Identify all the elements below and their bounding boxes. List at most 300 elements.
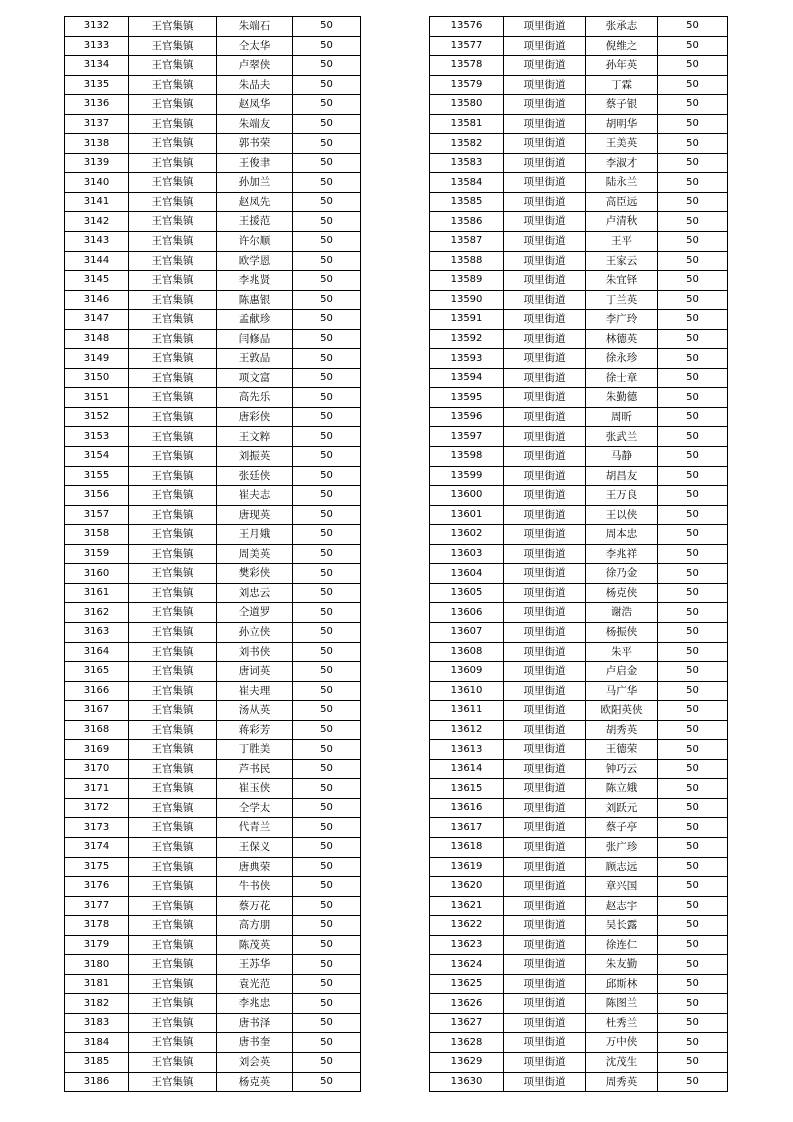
township-cell: 王官集镇 <box>129 427 217 447</box>
table-row <box>430 622 728 642</box>
amount-cell: 50 <box>293 134 361 154</box>
row-number-cell: 13590 <box>430 290 504 310</box>
amount-cell: 50 <box>293 720 361 740</box>
amount-cell: 50 <box>293 349 361 369</box>
person-name-cell: 赵凤先 <box>217 192 293 212</box>
township-cell: 王官集镇 <box>129 896 217 916</box>
table-row <box>430 583 728 603</box>
person-name-cell: 李兆忠 <box>217 994 293 1014</box>
amount-cell: 50 <box>293 622 361 642</box>
amount-cell: 50 <box>658 1052 728 1072</box>
amount-cell: 50 <box>658 935 728 955</box>
row-number-cell: 13610 <box>430 681 504 701</box>
table-row <box>65 173 361 193</box>
row-number-cell: 13586 <box>430 212 504 232</box>
row-number-cell: 3146 <box>65 290 129 310</box>
person-name-cell: 徐连仁 <box>586 935 658 955</box>
person-name-cell: 刘忠云 <box>217 583 293 603</box>
row-number-cell: 3184 <box>65 1033 129 1053</box>
amount-cell: 50 <box>293 974 361 994</box>
row-number-cell: 3164 <box>65 642 129 662</box>
township-cell: 王官集镇 <box>129 642 217 662</box>
amount-cell: 50 <box>658 798 728 818</box>
person-name-cell: 高臣远 <box>586 192 658 212</box>
person-name-cell: 周秀英 <box>586 1072 658 1092</box>
person-name-cell: 邱斯林 <box>586 974 658 994</box>
row-number-cell: 13626 <box>430 994 504 1014</box>
person-name-cell: 王俊聿 <box>217 153 293 173</box>
table-row <box>65 153 361 173</box>
person-name-cell: 王文粹 <box>217 427 293 447</box>
amount-cell: 50 <box>658 310 728 330</box>
amount-cell: 50 <box>293 994 361 1014</box>
township-cell: 项里街道 <box>504 75 586 95</box>
row-number-cell: 13582 <box>430 134 504 154</box>
township-cell: 项里街道 <box>504 525 586 545</box>
amount-cell: 50 <box>293 818 361 838</box>
amount-cell: 50 <box>658 564 728 584</box>
table-row <box>430 1072 728 1092</box>
table-row <box>430 877 728 897</box>
township-cell: 项里街道 <box>504 1013 586 1033</box>
table-row <box>65 310 361 330</box>
township-cell: 王官集镇 <box>129 701 217 721</box>
amount-cell: 50 <box>658 857 728 877</box>
township-cell: 王官集镇 <box>129 134 217 154</box>
person-name-cell: 蔡万花 <box>217 896 293 916</box>
person-name-cell: 杨克英 <box>217 1072 293 1092</box>
row-number-cell: 3161 <box>65 583 129 603</box>
person-name-cell: 赵志宇 <box>586 896 658 916</box>
person-name-cell: 唐彩侠 <box>217 407 293 427</box>
township-cell: 项里街道 <box>504 1052 586 1072</box>
table-row <box>65 857 361 877</box>
township-cell: 王官集镇 <box>129 56 217 76</box>
row-number-cell: 3139 <box>65 153 129 173</box>
township-cell: 项里街道 <box>504 622 586 642</box>
amount-cell: 50 <box>658 603 728 623</box>
row-number-cell: 3133 <box>65 36 129 56</box>
table-row <box>65 56 361 76</box>
row-number-cell: 13607 <box>430 622 504 642</box>
amount-cell: 50 <box>293 681 361 701</box>
row-number-cell: 3173 <box>65 818 129 838</box>
township-cell: 王官集镇 <box>129 232 217 252</box>
amount-cell: 50 <box>293 153 361 173</box>
person-name-cell: 顾志远 <box>586 857 658 877</box>
township-cell: 项里街道 <box>504 290 586 310</box>
amount-cell: 50 <box>293 95 361 115</box>
row-number-cell: 13629 <box>430 1052 504 1072</box>
table-row <box>65 896 361 916</box>
township-cell: 项里街道 <box>504 877 586 897</box>
township-cell: 王官集镇 <box>129 525 217 545</box>
row-number-cell: 13599 <box>430 466 504 486</box>
person-name-cell: 张广珍 <box>586 837 658 857</box>
township-cell: 项里街道 <box>504 564 586 584</box>
person-name-cell: 孙加兰 <box>217 173 293 193</box>
person-name-cell: 仝道罗 <box>217 603 293 623</box>
township-cell: 王官集镇 <box>129 1072 217 1092</box>
row-number-cell: 13612 <box>430 720 504 740</box>
township-cell: 王官集镇 <box>129 95 217 115</box>
person-name-cell: 朱端友 <box>217 114 293 134</box>
row-number-cell: 3171 <box>65 779 129 799</box>
township-cell: 王官集镇 <box>129 75 217 95</box>
amount-cell: 50 <box>293 329 361 349</box>
person-name-cell: 王万良 <box>586 486 658 506</box>
table-row <box>430 1033 728 1053</box>
row-number-cell: 3185 <box>65 1052 129 1072</box>
table-row <box>65 740 361 760</box>
amount-cell: 50 <box>658 56 728 76</box>
person-name-cell: 赵凤华 <box>217 95 293 115</box>
row-number-cell: 3147 <box>65 310 129 330</box>
row-number-cell: 13613 <box>430 740 504 760</box>
row-number-cell: 13615 <box>430 779 504 799</box>
row-number-cell: 3150 <box>65 368 129 388</box>
row-number-cell: 13603 <box>430 544 504 564</box>
township-cell: 项里街道 <box>504 95 586 115</box>
table-row <box>430 505 728 525</box>
person-name-cell: 吴长露 <box>586 916 658 936</box>
table-row <box>65 75 361 95</box>
row-number-cell: 13585 <box>430 192 504 212</box>
row-number-cell: 13598 <box>430 447 504 467</box>
amount-cell: 50 <box>293 407 361 427</box>
row-number-cell: 3141 <box>65 192 129 212</box>
table-row <box>430 642 728 662</box>
township-cell: 项里街道 <box>504 466 586 486</box>
row-number-cell: 13604 <box>430 564 504 584</box>
amount-cell: 50 <box>658 271 728 291</box>
table-row <box>65 134 361 154</box>
person-name-cell: 欧学恩 <box>217 251 293 271</box>
row-number-cell: 3162 <box>65 603 129 623</box>
row-number-cell: 3175 <box>65 857 129 877</box>
amount-cell: 50 <box>658 916 728 936</box>
township-cell: 项里街道 <box>504 681 586 701</box>
amount-cell: 50 <box>293 447 361 467</box>
amount-cell: 50 <box>293 232 361 252</box>
row-number-cell: 3170 <box>65 759 129 779</box>
person-name-cell: 王苏华 <box>217 955 293 975</box>
table-row <box>65 837 361 857</box>
amount-cell: 50 <box>658 173 728 193</box>
table-row <box>65 974 361 994</box>
amount-cell: 50 <box>293 857 361 877</box>
table-row <box>65 916 361 936</box>
row-number-cell: 13596 <box>430 407 504 427</box>
table-row <box>65 681 361 701</box>
person-name-cell: 谢浩 <box>586 603 658 623</box>
row-number-cell: 3142 <box>65 212 129 232</box>
row-number-cell: 13583 <box>430 153 504 173</box>
person-name-cell: 蒋彩芳 <box>217 720 293 740</box>
township-cell: 王官集镇 <box>129 153 217 173</box>
table-row <box>430 720 728 740</box>
row-number-cell: 13592 <box>430 329 504 349</box>
person-name-cell: 李广玲 <box>586 310 658 330</box>
row-number-cell: 13614 <box>430 759 504 779</box>
person-name-cell: 朱勤德 <box>586 388 658 408</box>
township-cell: 项里街道 <box>504 857 586 877</box>
township-cell: 王官集镇 <box>129 798 217 818</box>
table-row <box>65 1013 361 1033</box>
person-name-cell: 丁兰英 <box>586 290 658 310</box>
table-row <box>65 583 361 603</box>
township-cell: 王官集镇 <box>129 603 217 623</box>
person-name-cell: 徐士章 <box>586 368 658 388</box>
table-row <box>430 56 728 76</box>
row-number-cell: 3136 <box>65 95 129 115</box>
township-cell: 项里街道 <box>504 974 586 994</box>
row-number-cell: 3138 <box>65 134 129 154</box>
person-name-cell: 孙年英 <box>586 56 658 76</box>
township-cell: 王官集镇 <box>129 1052 217 1072</box>
person-name-cell: 王家云 <box>586 251 658 271</box>
row-number-cell: 3179 <box>65 935 129 955</box>
township-cell: 王官集镇 <box>129 544 217 564</box>
row-number-cell: 13624 <box>430 955 504 975</box>
row-number-cell: 13584 <box>430 173 504 193</box>
row-number-cell: 3135 <box>65 75 129 95</box>
amount-cell: 50 <box>293 740 361 760</box>
amount-cell: 50 <box>658 447 728 467</box>
amount-cell: 50 <box>293 564 361 584</box>
table-row <box>65 466 361 486</box>
person-name-cell: 唐书泽 <box>217 1013 293 1033</box>
row-number-cell: 3168 <box>65 720 129 740</box>
amount-cell: 50 <box>293 798 361 818</box>
amount-cell: 50 <box>293 290 361 310</box>
right-roster-table <box>429 16 728 1092</box>
row-number-cell: 13579 <box>430 75 504 95</box>
row-number-cell: 13581 <box>430 114 504 134</box>
person-name-cell: 陈立娥 <box>586 779 658 799</box>
township-cell: 项里街道 <box>504 349 586 369</box>
row-number-cell: 13622 <box>430 916 504 936</box>
person-name-cell: 闫修品 <box>217 329 293 349</box>
township-cell: 项里街道 <box>504 779 586 799</box>
row-number-cell: 13620 <box>430 877 504 897</box>
person-name-cell: 李淑才 <box>586 153 658 173</box>
table-row <box>65 271 361 291</box>
person-name-cell: 周美英 <box>217 544 293 564</box>
person-name-cell: 陈茂英 <box>217 935 293 955</box>
amount-cell: 50 <box>293 916 361 936</box>
amount-cell: 50 <box>293 36 361 56</box>
person-name-cell: 王敦品 <box>217 349 293 369</box>
township-cell: 项里街道 <box>504 56 586 76</box>
row-number-cell: 13595 <box>430 388 504 408</box>
township-cell: 项里街道 <box>504 427 586 447</box>
person-name-cell: 张廷侠 <box>217 466 293 486</box>
row-number-cell: 3159 <box>65 544 129 564</box>
amount-cell: 50 <box>293 388 361 408</box>
row-number-cell: 13600 <box>430 486 504 506</box>
amount-cell: 50 <box>658 95 728 115</box>
amount-cell: 50 <box>293 955 361 975</box>
township-cell: 王官集镇 <box>129 681 217 701</box>
amount-cell: 50 <box>658 896 728 916</box>
row-number-cell: 13611 <box>430 701 504 721</box>
township-cell: 项里街道 <box>504 1033 586 1053</box>
township-cell: 项里街道 <box>504 603 586 623</box>
township-cell: 王官集镇 <box>129 583 217 603</box>
person-name-cell: 卢启金 <box>586 662 658 682</box>
amount-cell: 50 <box>658 779 728 799</box>
amount-cell: 50 <box>658 349 728 369</box>
township-cell: 王官集镇 <box>129 349 217 369</box>
amount-cell: 50 <box>658 427 728 447</box>
table-row <box>65 192 361 212</box>
row-number-cell: 13616 <box>430 798 504 818</box>
township-cell: 项里街道 <box>504 388 586 408</box>
amount-cell: 50 <box>293 837 361 857</box>
table-row <box>430 564 728 584</box>
person-name-cell: 项文富 <box>217 368 293 388</box>
row-number-cell: 3180 <box>65 955 129 975</box>
table-row <box>430 173 728 193</box>
amount-cell: 50 <box>293 192 361 212</box>
table-row <box>430 837 728 857</box>
person-name-cell: 樊彩侠 <box>217 564 293 584</box>
amount-cell: 50 <box>293 896 361 916</box>
row-number-cell: 3160 <box>65 564 129 584</box>
township-cell: 王官集镇 <box>129 251 217 271</box>
row-number-cell: 13580 <box>430 95 504 115</box>
table-row <box>65 95 361 115</box>
table-row <box>65 701 361 721</box>
amount-cell: 50 <box>658 36 728 56</box>
row-number-cell: 3154 <box>65 447 129 467</box>
amount-cell: 50 <box>293 75 361 95</box>
person-name-cell: 周昕 <box>586 407 658 427</box>
person-name-cell: 陈图兰 <box>586 994 658 1014</box>
row-number-cell: 13602 <box>430 525 504 545</box>
amount-cell: 50 <box>293 114 361 134</box>
row-number-cell: 13625 <box>430 974 504 994</box>
township-cell: 王官集镇 <box>129 388 217 408</box>
amount-cell: 50 <box>658 466 728 486</box>
table-row <box>65 720 361 740</box>
row-number-cell: 3149 <box>65 349 129 369</box>
amount-cell: 50 <box>658 505 728 525</box>
amount-cell: 50 <box>658 544 728 564</box>
amount-cell: 50 <box>658 192 728 212</box>
table-row <box>65 114 361 134</box>
table-row <box>430 759 728 779</box>
township-cell: 王官集镇 <box>129 779 217 799</box>
amount-cell: 50 <box>658 740 728 760</box>
amount-cell: 50 <box>293 662 361 682</box>
township-cell: 王官集镇 <box>129 1033 217 1053</box>
amount-cell: 50 <box>658 17 728 37</box>
amount-cell: 50 <box>293 505 361 525</box>
person-name-cell: 郭书荣 <box>217 134 293 154</box>
left-roster-body <box>65 17 361 1092</box>
table-row <box>65 642 361 662</box>
row-number-cell: 13591 <box>430 310 504 330</box>
table-row <box>65 251 361 271</box>
table-row <box>65 1033 361 1053</box>
township-cell: 王官集镇 <box>129 173 217 193</box>
person-name-cell: 丁霖 <box>586 75 658 95</box>
row-number-cell: 13589 <box>430 271 504 291</box>
row-number-cell: 13588 <box>430 251 504 271</box>
table-row <box>65 447 361 467</box>
person-name-cell: 卢清秋 <box>586 212 658 232</box>
row-number-cell: 13628 <box>430 1033 504 1053</box>
township-cell: 王官集镇 <box>129 622 217 642</box>
township-cell: 项里街道 <box>504 935 586 955</box>
person-name-cell: 朱平 <box>586 642 658 662</box>
amount-cell: 50 <box>658 388 728 408</box>
table-row <box>430 935 728 955</box>
table-row <box>65 955 361 975</box>
person-name-cell: 朱端石 <box>217 17 293 37</box>
row-number-cell: 13577 <box>430 36 504 56</box>
row-number-cell: 3157 <box>65 505 129 525</box>
township-cell: 项里街道 <box>504 329 586 349</box>
amount-cell: 50 <box>658 662 728 682</box>
row-number-cell: 3178 <box>65 916 129 936</box>
table-row <box>430 486 728 506</box>
person-name-cell: 刘振英 <box>217 447 293 467</box>
amount-cell: 50 <box>293 212 361 232</box>
township-cell: 项里街道 <box>504 17 586 37</box>
row-number-cell: 3186 <box>65 1072 129 1092</box>
person-name-cell: 杨克侠 <box>586 583 658 603</box>
person-name-cell: 袁光范 <box>217 974 293 994</box>
table-row <box>65 798 361 818</box>
amount-cell: 50 <box>293 251 361 271</box>
row-number-cell: 3144 <box>65 251 129 271</box>
township-cell: 项里街道 <box>504 720 586 740</box>
table-row <box>430 95 728 115</box>
person-name-cell: 朱宜铎 <box>586 271 658 291</box>
row-number-cell: 3174 <box>65 837 129 857</box>
row-number-cell: 13594 <box>430 368 504 388</box>
table-row <box>430 368 728 388</box>
person-name-cell: 李兆贤 <box>217 271 293 291</box>
table-row <box>430 701 728 721</box>
table-row <box>65 232 361 252</box>
amount-cell: 50 <box>658 720 728 740</box>
person-name-cell: 陆永兰 <box>586 173 658 193</box>
amount-cell: 50 <box>658 622 728 642</box>
amount-cell: 50 <box>658 290 728 310</box>
township-cell: 项里街道 <box>504 701 586 721</box>
person-name-cell: 刘书侠 <box>217 642 293 662</box>
township-cell: 王官集镇 <box>129 916 217 936</box>
person-name-cell: 刘会英 <box>217 1052 293 1072</box>
township-cell: 王官集镇 <box>129 994 217 1014</box>
table-row <box>430 407 728 427</box>
amount-cell: 50 <box>658 251 728 271</box>
amount-cell: 50 <box>293 1052 361 1072</box>
table-row <box>430 134 728 154</box>
person-name-cell: 唐现英 <box>217 505 293 525</box>
person-name-cell: 许尔顺 <box>217 232 293 252</box>
table-row <box>430 681 728 701</box>
township-cell: 项里街道 <box>504 153 586 173</box>
person-name-cell: 王平 <box>586 232 658 252</box>
amount-cell: 50 <box>658 212 728 232</box>
table-row <box>65 1072 361 1092</box>
township-cell: 项里街道 <box>504 271 586 291</box>
